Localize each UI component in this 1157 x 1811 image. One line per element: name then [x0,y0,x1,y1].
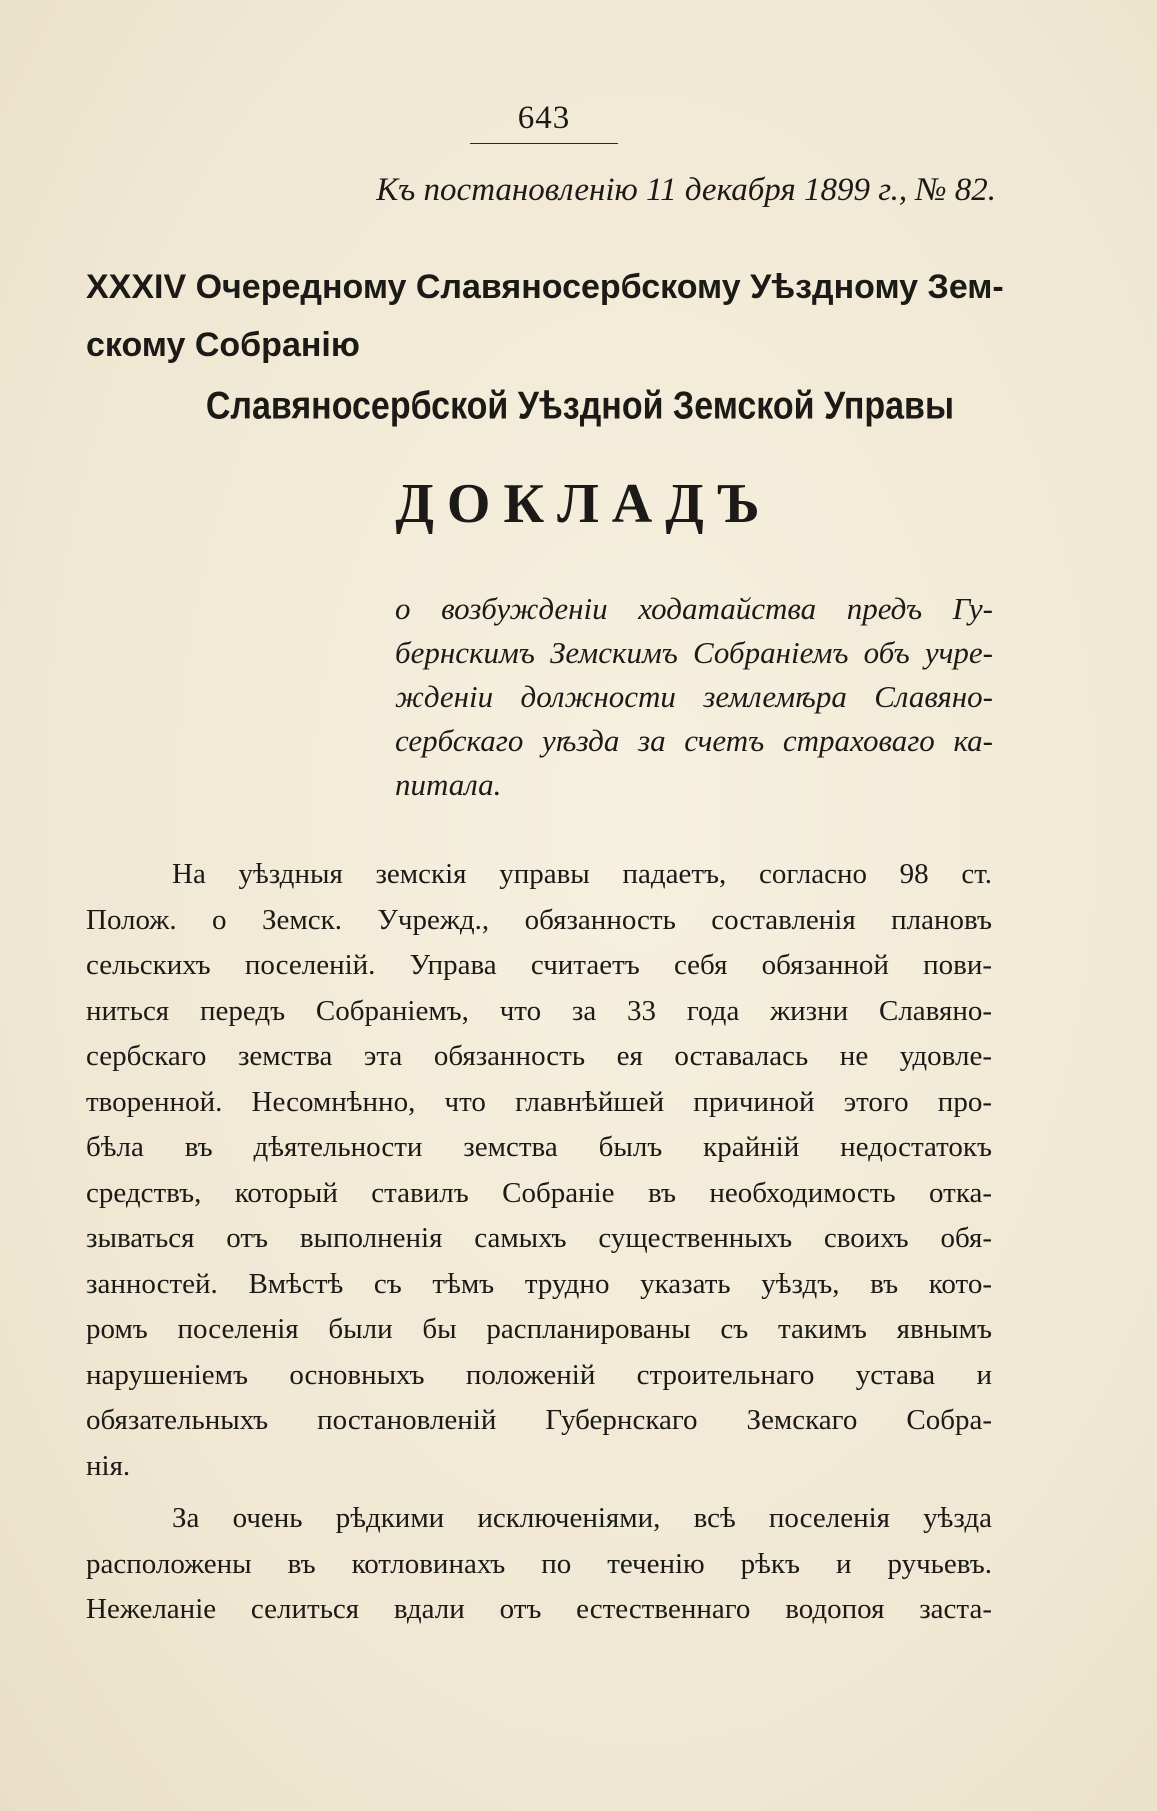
addressee-line: XXXIV Очередному Славяносербскому Уѣздному Зем- [86,268,1004,306]
paragraph-1 [86,852,992,1489]
subject-line: бернскимъ Земскимъ Собраніемъ объ учре- [395,635,993,670]
document-title: ДОКЛАДЪ [395,473,773,535]
paragraph-line: творенной. Несомнѣнно, что главнѣйшей причиной этого про- [86,1085,992,1118]
paragraph-line: нія. [86,1449,131,1482]
issuer-heading: Славяносербской Уѣздной Земской Управы [205,384,954,428]
paragraph-2 [86,1496,992,1633]
paragraph-line: расположены въ котловинахъ по теченію рѣкъ и ручьевъ. [86,1547,992,1580]
paragraph-line: занностей. Вмѣстѣ съ тѣмъ трудно указать уѣздъ, въ кото- [86,1267,992,1300]
paragraph-line: За очень рѣдкими исключеніями, всѣ поселенія уѣзда [172,1502,992,1534]
resolution-reference: Къ постановленію 11 декабря 1899 г., № 82. [376,172,996,208]
addressee-heading [86,258,1004,374]
page-number-rule [470,143,618,144]
paragraph-line: ромъ поселенія были бы распланированы съ такимъ явнымъ [86,1313,992,1345]
subject-line: жденіи должности землемѣра Славяно- [395,679,993,714]
report-subject [395,587,993,807]
paragraph-line: сельскихъ поселеній. Управа считаетъ себя обязанной пови- [86,949,992,981]
paragraph-line: бѣла въ дѣятельности земства былъ крайній недостатокъ [86,1131,992,1163]
page-number: 643 [517,100,571,136]
addressee-line: скому Собранію [86,326,360,364]
paragraph-line: нарушеніемъ основныхъ положеній строительнаго устава и [86,1358,992,1391]
paragraph-line: средствъ, который ставилъ Собраніе въ необходимость отка- [86,1176,992,1209]
paragraph-line: зываться отъ выполненія самыхъ существенныхъ своихъ обя- [86,1222,992,1254]
subject-line: сербскаго уѣзда за счетъ страховаго ка- [395,723,993,758]
paragraph-line: сербскаго земства эта обязанность ея оставалась не удовле- [86,1040,992,1072]
paragraph-line: обязательныхъ постановленій Губернскаго Земскаго Собра- [86,1404,992,1436]
paragraph-line: Нежеланіе селиться вдали отъ естественнаго водопоя заста- [86,1593,992,1625]
subject-line: о возбужденіи ходатайства предъ Гу- [395,591,993,626]
paragraph-line: Полож. о Земск. Учрежд., обязанность составленія плановъ [86,903,992,936]
paragraph-line: На уѣздныя земскія управы падаетъ, согласно 98 ст. [172,858,992,890]
subject-line: питала. [395,767,502,802]
paragraph-line: ниться передъ Собраніемъ, что за 33 года жизни Славяно- [86,994,992,1027]
